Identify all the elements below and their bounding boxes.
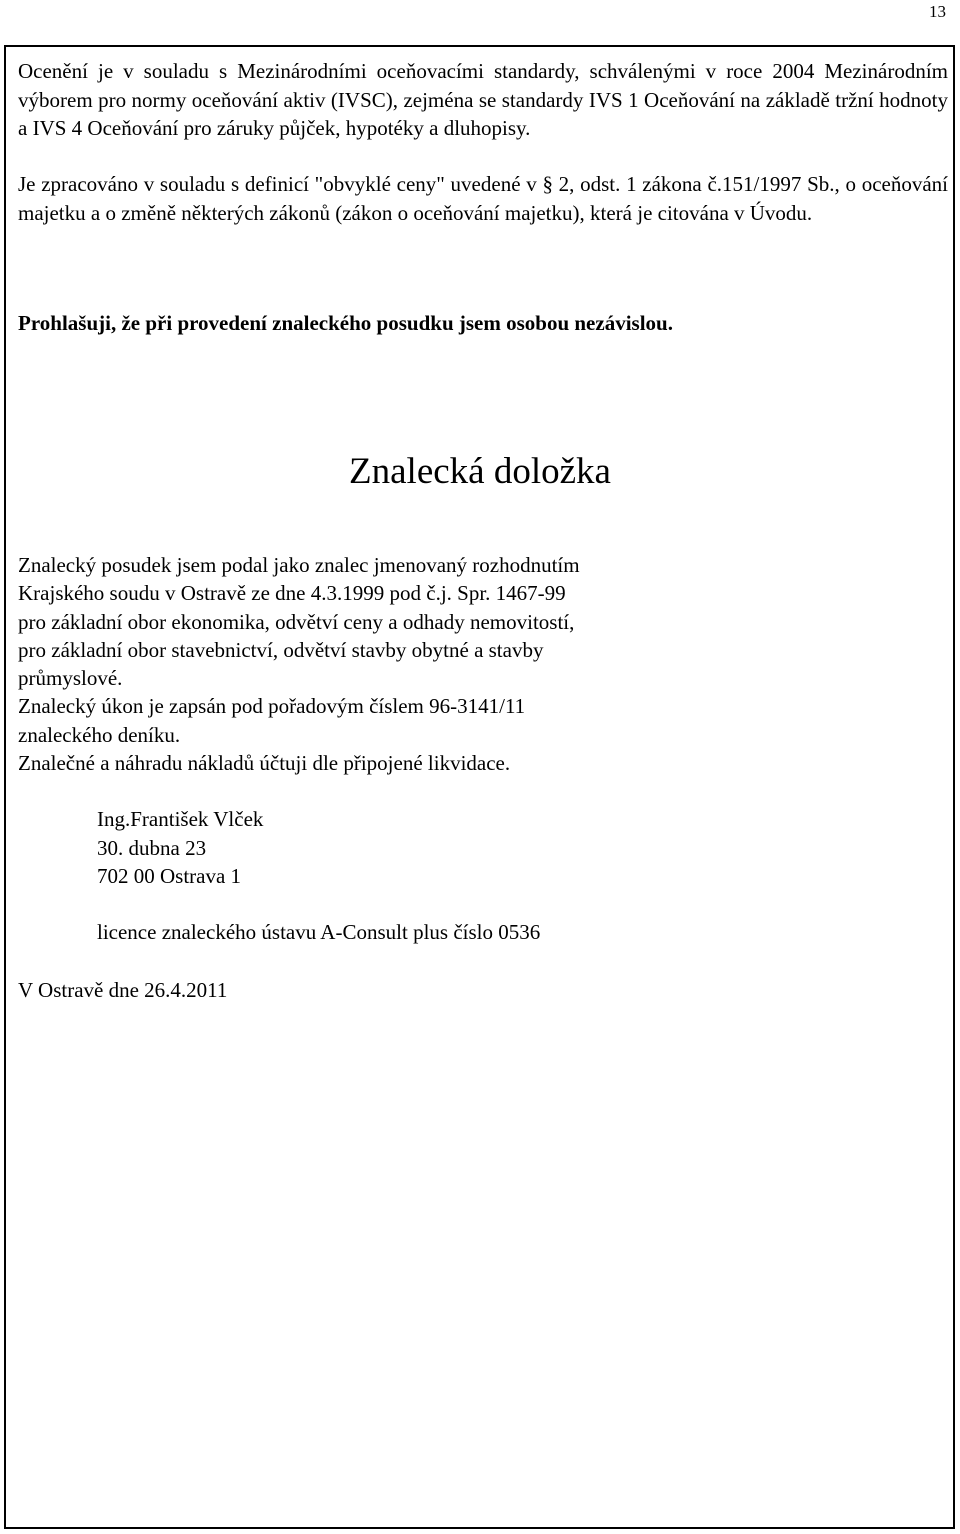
usual-price-definition-paragraph: Je zpracováno v souladu s definicí "obvyklé ceny" uvedené v § 2, odst. 1 zákona č.151/1997 Sb., o oceňování majetku a o změně některých zákonů (zákon o oceňování majetku), která je citována v Úvodu.: [18, 172, 948, 225]
clause-line: Znalecký posudek jsem podal jako znalec jmenovaný rozhodnutím: [18, 553, 580, 577]
clause-line: znaleckého deníku.: [18, 722, 181, 747]
expert-clause-heading: Znalecká doložka: [349, 451, 611, 492]
clause-line: Znalecký úkon je zapsán pod pořadovým číslem 96-3141/11: [18, 694, 526, 719]
valuation-standards-paragraph: Ocenění je v souladu s Mezinárodními oceňovacími standardy, schválenými v roce 2004 Mezinárodním výborem pro normy oceňování aktiv (IVSC), zejména se standardy IVS 1 Oceňování na základě tržní hodnoty a IVS 4 Oceňování pro záruky půjček, hypotéky a dluhopisy.: [18, 59, 948, 140]
expert-clause-body: [18, 551, 580, 777]
license-line: licence znaleckého ústavu A-Consult plus číslo 0536: [97, 920, 541, 944]
clause-line: průmyslové.: [18, 666, 123, 691]
independence-declaration: Prohlašuji, že při provedení znaleckého posudku jsem osobou nezávislou.: [18, 311, 673, 335]
signatory-city: 702 00 Ostrava 1: [97, 864, 242, 888]
signatory-name: Ing.František Vlček: [97, 807, 264, 831]
place-and-date: V Ostravě dne 26.4.2011: [18, 978, 228, 1002]
page-number: 13: [929, 2, 946, 21]
signature-block: [97, 805, 263, 891]
signatory-street: 30. dubna 23: [97, 835, 207, 860]
page-frame: [4, 45, 955, 1529]
clause-line: Znalečné a náhradu nákladů účtuji dle připojené likvidace.: [18, 751, 511, 776]
clause-line: Krajského soudu v Ostravě ze dne 4.3.1999 pod č.j. Spr. 1467-99: [18, 581, 566, 606]
clause-line: pro základní obor ekonomika, odvětví ceny a odhady nemovitostí,: [18, 609, 575, 634]
clause-line: pro základní obor stavebnictví, odvětví stavby obytné a stavby: [18, 637, 544, 662]
